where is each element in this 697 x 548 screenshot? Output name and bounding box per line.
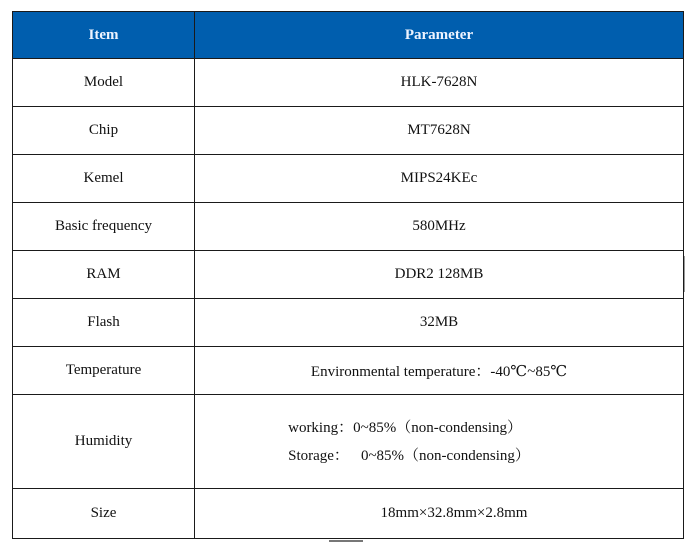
parameter-cell	[195, 489, 684, 539]
parameter-cell: Environmental temperature：-40℃~85℃	[195, 347, 684, 395]
bottom-edge-mark	[329, 540, 363, 542]
item-cell: Humidity	[13, 395, 195, 489]
parameter-cell: 32MB	[195, 299, 684, 347]
item-cell: Model	[13, 59, 195, 107]
right-edge-mark	[684, 256, 685, 292]
table-row-humidity	[13, 395, 684, 489]
humidity-values	[288, 414, 530, 470]
parameter-cell	[195, 395, 684, 489]
table-row-chip	[13, 107, 684, 155]
table-row-model	[13, 59, 684, 107]
parameter-cell: DDR2 128MB	[195, 251, 684, 299]
item-cell: Kemel	[13, 155, 195, 203]
size-value: 18mm×32.8mm×2.8mm	[380, 505, 528, 521]
table-row-flash	[13, 299, 684, 347]
table-row-kernel	[13, 155, 684, 203]
column-header-item: Item	[13, 12, 195, 59]
item-cell: Temperature	[13, 347, 195, 395]
item-cell: Chip	[13, 107, 195, 155]
humidity-working-line	[288, 414, 530, 442]
specification-table	[12, 11, 684, 539]
humidity-working-label: working：	[288, 419, 354, 436]
table-row-temperature	[13, 347, 684, 395]
humidity-storage-value: 0~85%（non-condensing）	[360, 447, 530, 464]
item-cell: Basic frequency	[13, 203, 195, 251]
table-row-size	[13, 489, 684, 539]
item-cell: Size	[13, 489, 195, 539]
column-header-parameter: Parameter	[195, 12, 684, 59]
humidity-working-value: 0~85%（non-condensing）	[353, 419, 523, 436]
parameter-cell: MIPS24KEc	[195, 155, 684, 203]
humidity-storage-line	[288, 442, 530, 470]
humidity-storage-label: Storage：	[288, 447, 349, 464]
table-row-basic-frequency	[13, 203, 684, 251]
table-row-ram	[13, 251, 684, 299]
item-cell: RAM	[13, 251, 195, 299]
parameter-cell: MT7628N	[195, 107, 684, 155]
parameter-cell: HLK-7628N	[195, 59, 684, 107]
header-row	[13, 12, 684, 59]
parameter-cell: 580MHz	[195, 203, 684, 251]
item-cell: Flash	[13, 299, 195, 347]
